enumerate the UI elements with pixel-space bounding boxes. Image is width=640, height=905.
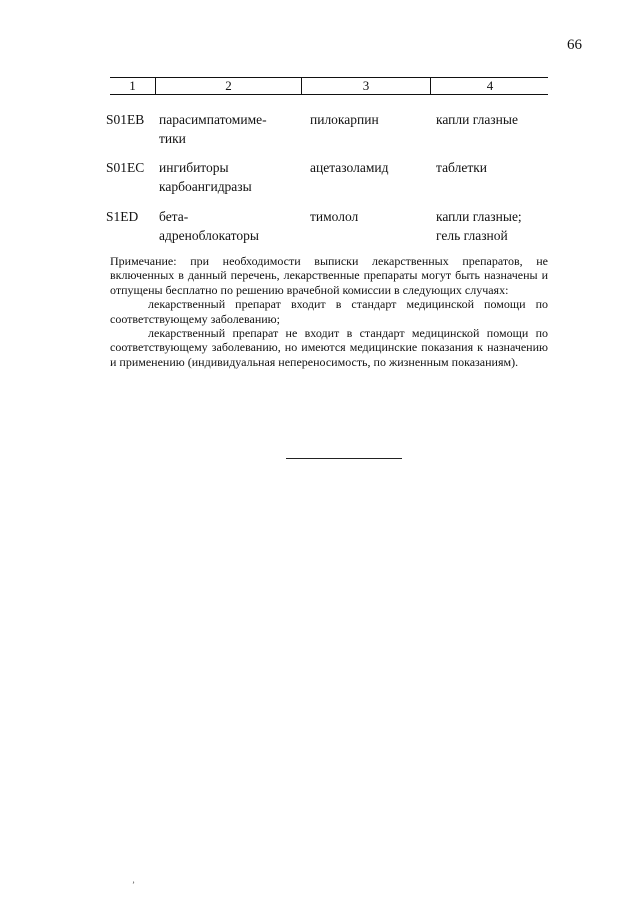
drug-name: тимолол [310, 209, 359, 224]
pharmacological-group: ингибиторы карбоангидразы [159, 160, 252, 194]
atc-code: S01EB [106, 112, 145, 127]
dosage-form: капли глазные; гель глазной [436, 209, 522, 243]
atc-code: S01EC [106, 160, 145, 175]
note-intro: Примечание: при необходимости выписки лекарственных препаратов, не включенных в данный перечень, лекарственные препараты могут быть назначены и отпущены бесплатно по решению врачебной комиссии в следующих случаях: [110, 254, 548, 297]
dosage-form: таблетки [436, 160, 488, 175]
note-block [110, 254, 548, 369]
pharmacological-group: бета- адреноблокаторы [159, 209, 259, 243]
page-number: 66 [567, 37, 582, 53]
column-header-4: 4 [430, 78, 549, 94]
atc-code: S1ED [106, 209, 139, 224]
column-header-1: 1 [129, 78, 136, 93]
drug-name: пилокарпин [310, 112, 379, 127]
column-header-3: 3 [301, 78, 430, 94]
table-header-row [110, 77, 548, 95]
scan-mark: ʼ [132, 880, 135, 890]
drug-name: ацетазоламид [310, 160, 389, 175]
dosage-form: капли глазные [436, 112, 518, 127]
pharmacological-group: парасимпатомиме- тики [159, 112, 267, 146]
column-header-2: 2 [155, 78, 301, 94]
note-case-2: лекарственный препарат не входит в стандарт медицинской помощи по соответствующему заболеванию, но имеются медицинские показания к назначению и применению (индивидуальная непереносимость, по жизненным показаниям). [110, 326, 548, 369]
end-divider [286, 458, 402, 459]
note-case-1: лекарственный препарат входит в стандарт медицинской помощи по соответствующему заболеванию; [110, 297, 548, 326]
